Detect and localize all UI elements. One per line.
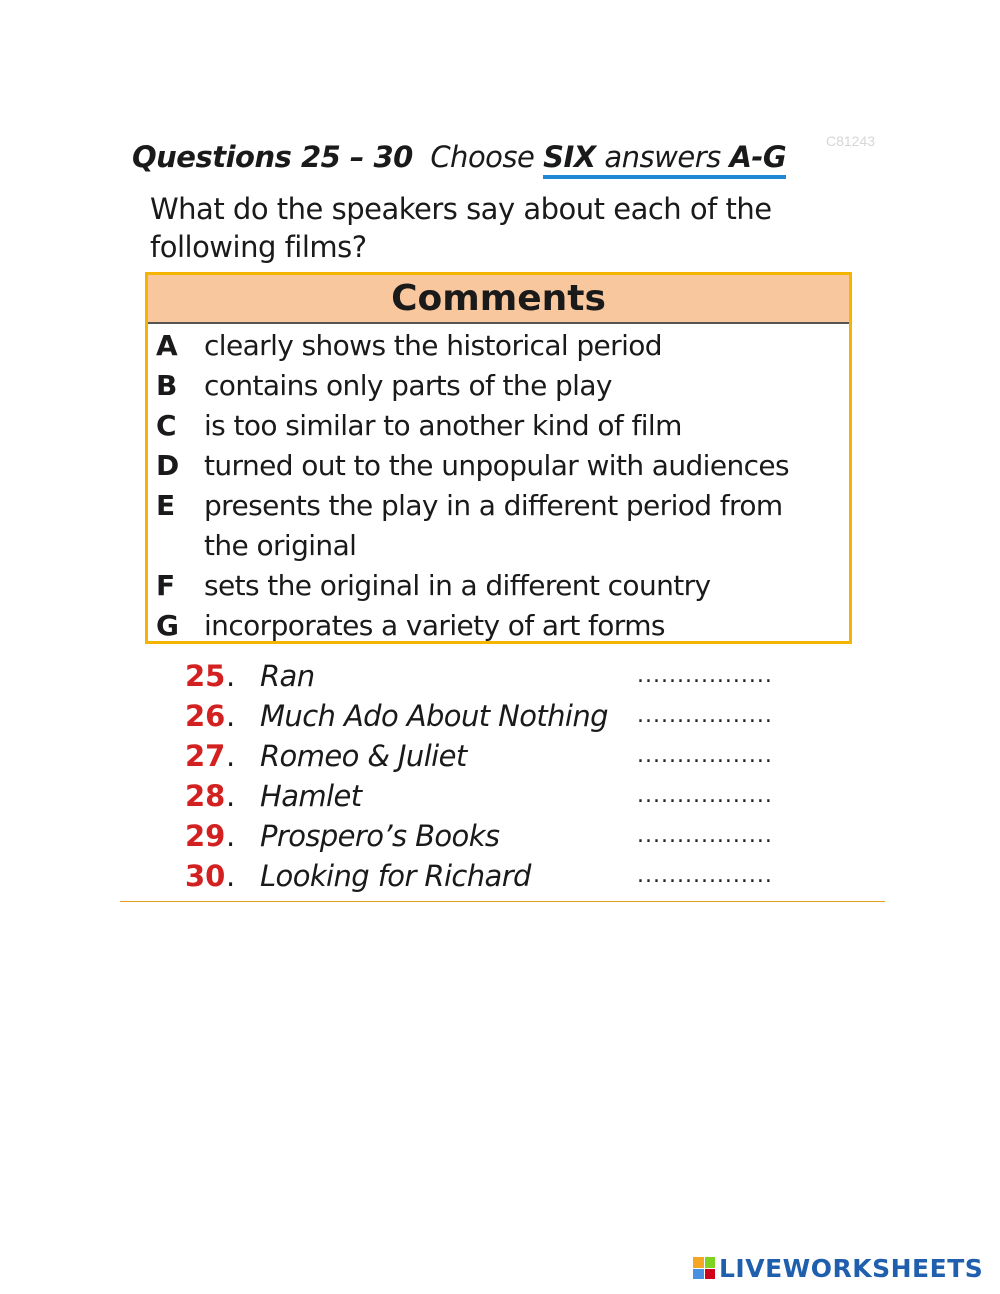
comment-text: sets the original in a different country xyxy=(204,569,711,602)
liveworksheets-brand[interactable] xyxy=(693,1252,983,1284)
comment-list xyxy=(148,324,849,646)
comment-letter: E xyxy=(156,489,175,522)
comment-text: turned out to the unpopular with audiences xyxy=(204,449,790,482)
film-title: Romeo & Juliet xyxy=(260,739,467,773)
comments-box xyxy=(145,272,852,644)
comment-text: contains only parts of the play xyxy=(204,369,612,402)
worksheet-image xyxy=(120,128,885,902)
film-title: Prospero’s Books xyxy=(260,819,500,853)
comment-item-e-continuation xyxy=(148,526,849,566)
comment-item-c xyxy=(148,406,849,446)
comment-letter: A xyxy=(156,329,178,362)
answer-blank[interactable]: ................. xyxy=(637,823,773,848)
question-prompt: What do the speakers say about each of the following films? xyxy=(150,192,772,264)
answer-blank[interactable]: ................. xyxy=(637,863,773,888)
question-number: 30 xyxy=(185,859,226,893)
answer-blank[interactable]: ................. xyxy=(637,663,773,688)
answer-blank[interactable]: ................. xyxy=(637,743,773,768)
question-number: 29 xyxy=(185,819,226,853)
liveworksheets-logo-icon xyxy=(693,1257,715,1279)
comment-text: incorporates a variety of art forms xyxy=(204,609,665,642)
film-question-25: 25 . Ran ................. xyxy=(185,656,805,696)
comment-text-continuation: the original xyxy=(204,529,357,562)
comment-item-g xyxy=(148,606,849,646)
question-heading xyxy=(132,140,786,174)
comment-item-d xyxy=(148,446,849,486)
six-word: SIX xyxy=(543,140,596,174)
film-title: Ran xyxy=(260,659,315,693)
question-number: 27 xyxy=(185,739,226,773)
comment-letter: G xyxy=(156,609,179,642)
instruction-underlined xyxy=(543,140,786,179)
comment-letter: F xyxy=(156,569,175,602)
comment-letter: D xyxy=(156,449,179,482)
question-range: Questions 25 – 30 xyxy=(132,140,413,174)
film-question-28: 28 . Hamlet ................. xyxy=(185,776,805,816)
film-question-27: 27 . Romeo & Juliet ................. xyxy=(185,736,805,776)
comment-item-b xyxy=(148,366,849,406)
comment-item-a xyxy=(148,326,849,366)
choose-word: Choose xyxy=(430,140,535,174)
comment-letter: C xyxy=(156,409,176,442)
comment-item-f xyxy=(148,566,849,606)
question-number: 26 xyxy=(185,699,226,733)
comment-text: is too similar to another kind of film xyxy=(204,409,682,442)
answers-word: answers xyxy=(604,140,721,174)
question-number: 28 xyxy=(185,779,226,813)
comments-title: Comments xyxy=(148,275,849,324)
film-title: Looking for Richard xyxy=(260,859,531,893)
film-title: Hamlet xyxy=(260,779,362,813)
answer-blank[interactable]: ................. xyxy=(637,703,773,728)
watermark-code: C81243 xyxy=(826,133,876,149)
question-number: 25 xyxy=(185,659,226,693)
film-title: Much Ado About Nothing xyxy=(260,699,608,733)
film-question-list xyxy=(185,656,805,896)
film-question-30: 30 . Looking for Richard ................. xyxy=(185,856,805,896)
comment-letter: B xyxy=(156,369,177,402)
film-question-26: 26 . Much Ado About Nothing ................. xyxy=(185,696,805,736)
comment-text: clearly shows the historical period xyxy=(204,329,662,362)
comment-text: presents the play in a different period from xyxy=(204,489,783,522)
comment-item-e xyxy=(148,486,849,526)
film-question-29: 29 . Prospero’s Books ................. xyxy=(185,816,805,856)
brand-name: LIVEWORKSHEETS xyxy=(719,1253,984,1283)
answer-range: A-G xyxy=(729,140,787,174)
answer-blank[interactable]: ................. xyxy=(637,783,773,808)
